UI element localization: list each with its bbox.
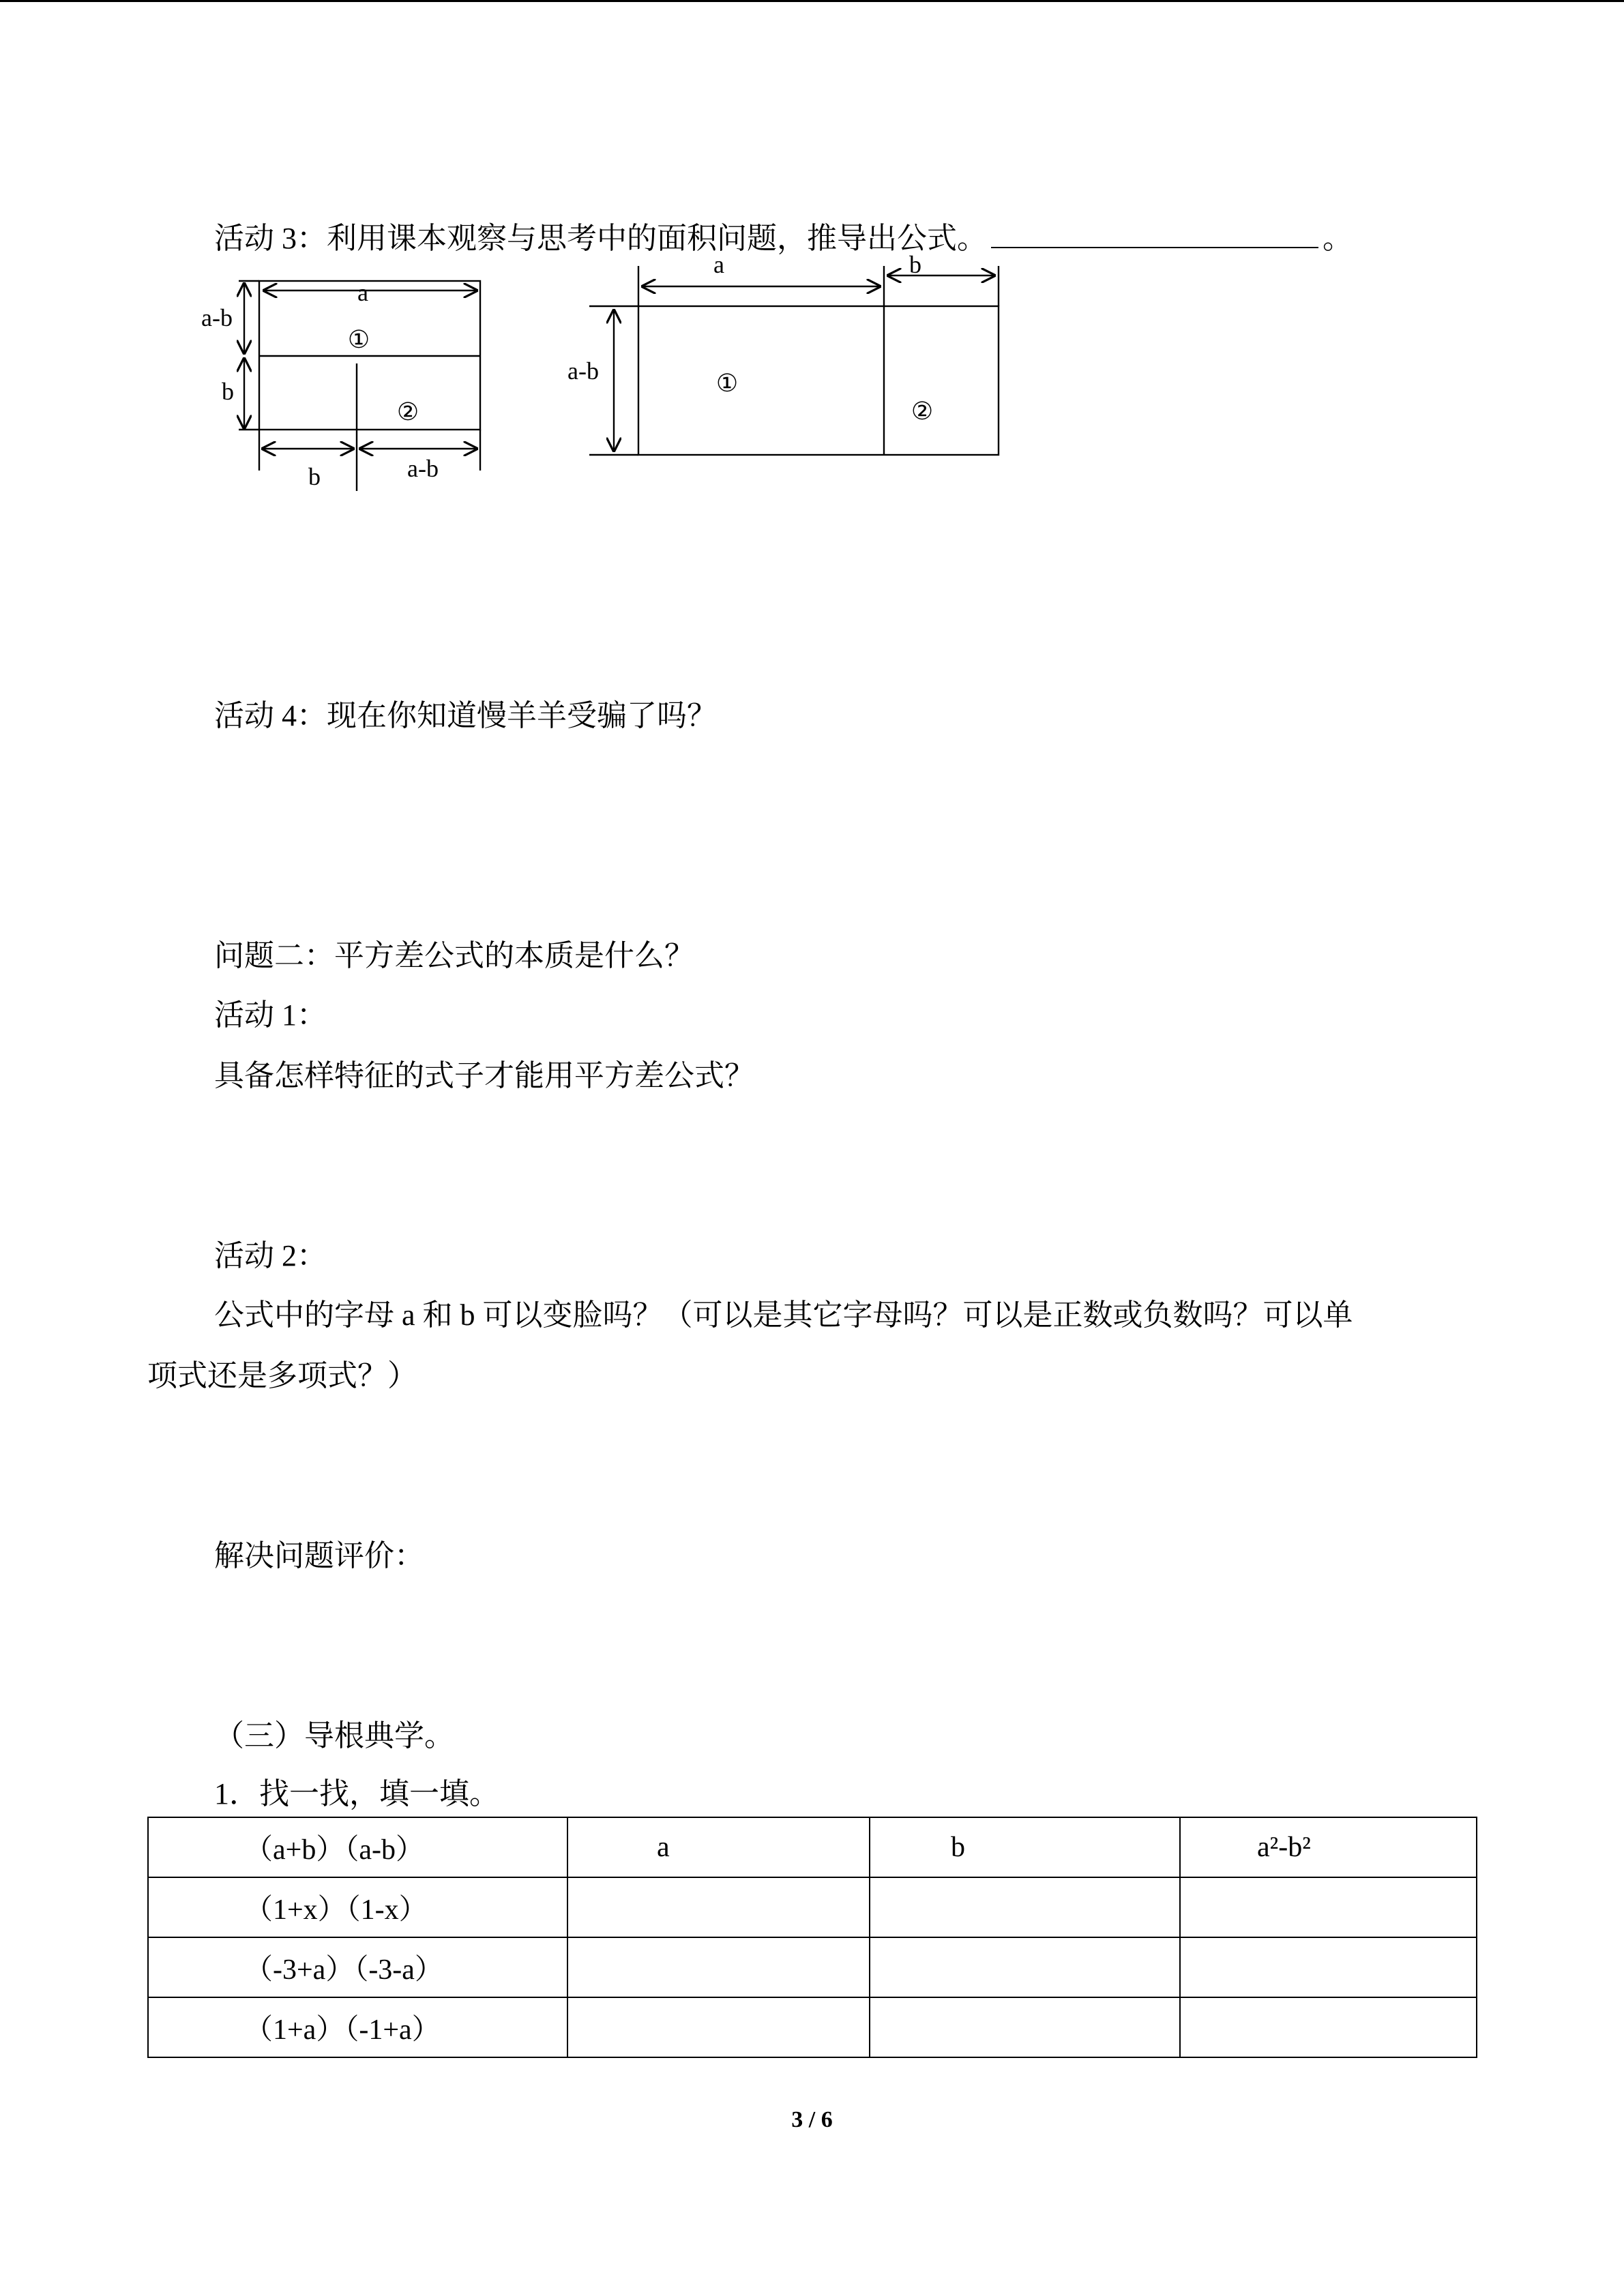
table-row xyxy=(148,1997,1477,2057)
q2-activity2-line2: 项式还是多项式？） xyxy=(147,1359,417,1392)
activity4-text: 活动 4：现在你知道慢羊羊受骗了吗？ xyxy=(214,699,717,732)
header-b: b xyxy=(870,1817,1180,1877)
q2-activity2-title: 活动 2： xyxy=(214,1239,327,1272)
q2-activity2-line1: 公式中的字母 a 和 b 可以变脸吗？（可以是其它字母吗？可以是正数或负数吗？可以单 xyxy=(214,1298,1353,1332)
rectangle-right xyxy=(638,306,999,455)
q2-activity1-text: 具备怎样特征的式子才能用平方差公式？ xyxy=(214,1059,754,1092)
region-1-label: ① xyxy=(347,326,370,353)
label-b-left: b xyxy=(222,378,234,405)
label-b-right: b xyxy=(909,251,921,278)
region-2-label-right: ② xyxy=(911,398,934,425)
label-amb-right: a-b xyxy=(567,357,599,385)
answer-cell[interactable] xyxy=(567,1997,870,2057)
page-number: 3 / 6 xyxy=(791,2107,833,2132)
table-row xyxy=(148,1877,1477,1937)
answer-cell[interactable] xyxy=(1180,1877,1477,1937)
row-expression: （-3+a）（-3-a） xyxy=(148,1937,567,1997)
area-figure-left xyxy=(191,266,505,498)
label-b-bottom: b xyxy=(308,463,321,490)
answer-cell[interactable] xyxy=(1180,1937,1477,1997)
answer-cell[interactable] xyxy=(870,1937,1180,1997)
section3-heading: （三）导根典学。 xyxy=(214,1719,454,1753)
header-expression: （a+b）（a-b） xyxy=(148,1817,567,1877)
label-a: a xyxy=(357,279,368,306)
answer-cell[interactable] xyxy=(1180,1997,1477,2057)
exercise1-heading: 1．找一找，填一填。 xyxy=(214,1777,499,1810)
label-amb-bottom: a-b xyxy=(407,455,439,482)
label-amb-left: a-b xyxy=(201,304,233,331)
top-border xyxy=(0,0,1624,2)
question2-heading: 问题二：平方差公式的本质是什么？ xyxy=(214,939,694,972)
answer-cell[interactable] xyxy=(567,1877,870,1937)
region-1-label-right: ① xyxy=(715,370,739,397)
fill-in-table xyxy=(147,1817,1477,2058)
answer-cell[interactable] xyxy=(870,1997,1180,2057)
header-a: a xyxy=(567,1817,870,1877)
label-a-right: a xyxy=(713,251,724,278)
q2-activity1-title: 活动 1： xyxy=(214,998,327,1032)
region-2-label: ② xyxy=(396,398,419,426)
table-header-row xyxy=(148,1817,1477,1877)
area-figure-right xyxy=(559,245,1009,464)
row-expression: （1+x）（1-x） xyxy=(148,1877,567,1937)
activity3-text: 活动 3：利用课本观察与思考中的面积问题，推导出公式。 xyxy=(214,222,987,255)
row-expression: （1+a）（-1+a） xyxy=(148,1997,567,2057)
answer-cell[interactable] xyxy=(870,1877,1180,1937)
table-row xyxy=(148,1937,1477,1997)
activity3-end: 。 xyxy=(1323,222,1353,255)
answer-cell[interactable] xyxy=(567,1937,870,1997)
header-a2-b2: a²-b² xyxy=(1180,1817,1477,1877)
evaluation-heading: 解决问题评价： xyxy=(214,1539,424,1572)
answer-blank[interactable] xyxy=(991,220,1318,248)
